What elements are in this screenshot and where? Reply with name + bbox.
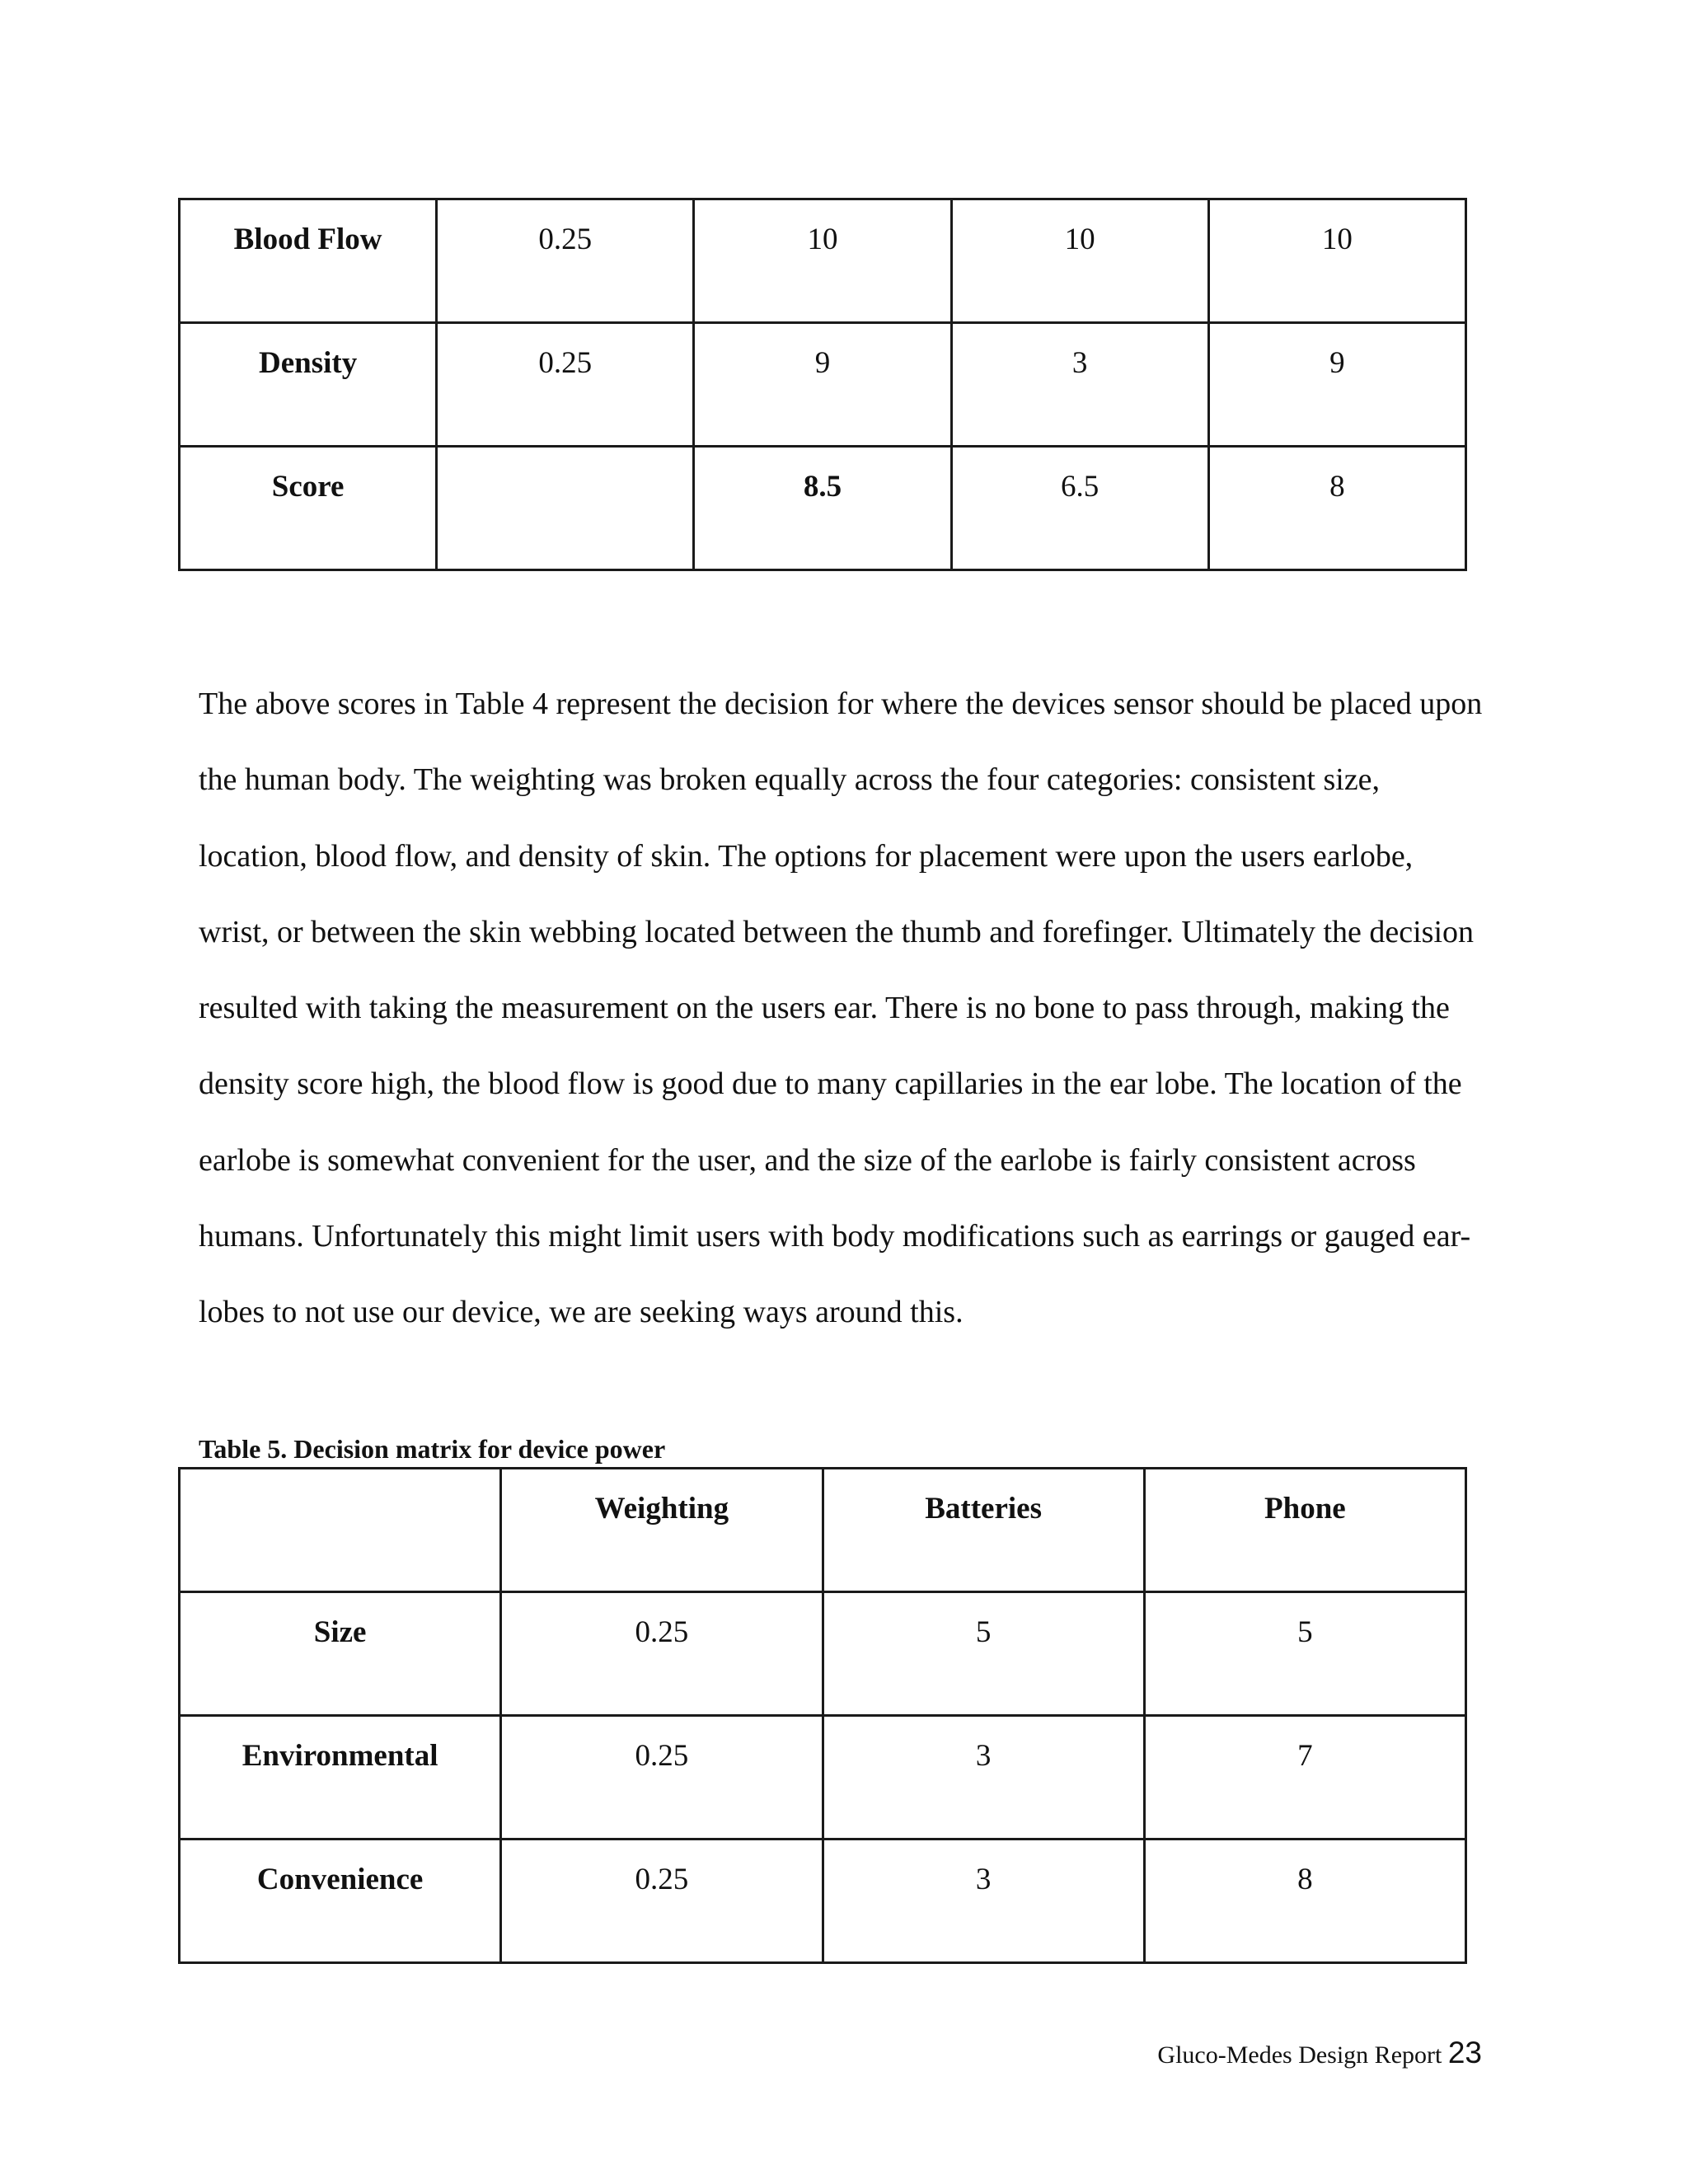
table-row bbox=[180, 199, 1466, 323]
table-caption: Table 5. Decision matrix for device power bbox=[199, 1434, 666, 1464]
table-cell: 0.25 bbox=[501, 1716, 823, 1840]
table-cell: 6.5 bbox=[951, 447, 1208, 570]
table-cell: 9 bbox=[1208, 323, 1465, 447]
row-label-environmental: Environmental bbox=[180, 1716, 501, 1840]
table-cell: 5 bbox=[823, 1592, 1144, 1716]
table-row bbox=[180, 447, 1466, 570]
table-row bbox=[180, 1840, 1466, 1963]
table-cell: 7 bbox=[1144, 1716, 1465, 1840]
table-cell: 3 bbox=[951, 323, 1208, 447]
table-cell: 0.25 bbox=[501, 1840, 823, 1963]
table-header-row bbox=[180, 1469, 1466, 1592]
table-cell: 9 bbox=[694, 323, 951, 447]
power-decision-table bbox=[178, 1467, 1467, 1964]
table-cell: 0.25 bbox=[437, 199, 694, 323]
table-cell: 10 bbox=[694, 199, 951, 323]
table-cell: 8 bbox=[1144, 1840, 1465, 1963]
table-row bbox=[180, 323, 1466, 447]
row-label-convenience: Convenience bbox=[180, 1840, 501, 1963]
table-cell bbox=[437, 447, 694, 570]
row-label-size: Size bbox=[180, 1592, 501, 1716]
row-label-score: Score bbox=[180, 447, 437, 570]
table-row bbox=[180, 1592, 1466, 1716]
table-row bbox=[180, 1716, 1466, 1840]
table-cell: 0.25 bbox=[501, 1592, 823, 1716]
row-label-density: Density bbox=[180, 323, 437, 447]
table-cell: 0.25 bbox=[437, 323, 694, 447]
table-cell: 10 bbox=[951, 199, 1208, 323]
body-paragraph: The above scores in Table 4 represent the decision for where the devices sensor should be placed upon the human body. The weighting was broken equally across the four categories: consistent size, location, blood flow, and density of skin. The options for placement were upon the users earlobe, wrist, or between the skin webbing located between the thumb and forefinger. Ultimately the decision resulted with taking the measurement on the users ear. There is no bone to pass through, making the density score high, the blood flow is good due to many capillaries in the ear lobe. The location of the earlobe is somewhat convenient for the user, and the size of the earlobe is fairly consistent across humans. Unfortunately this might limit users with body modifications such as earrings or gauged ear-lobes to not use our device, we are seeking ways around this. bbox=[199, 687, 1483, 1330]
column-header-weighting: Weighting bbox=[501, 1469, 823, 1592]
table-cell: 10 bbox=[1208, 199, 1465, 323]
footer-report-title: Gluco-Medes Design Report bbox=[1157, 2041, 1442, 2069]
table-cell: 3 bbox=[823, 1840, 1144, 1963]
table-cell: 8 bbox=[1208, 447, 1465, 570]
page-number: 23 bbox=[1447, 2036, 1482, 2069]
column-header-phone: Phone bbox=[1144, 1469, 1465, 1592]
column-header-batteries: Batteries bbox=[823, 1469, 1144, 1592]
table-cell-winning-score: 8.5 bbox=[694, 447, 951, 570]
column-header-empty bbox=[180, 1469, 501, 1592]
page-footer bbox=[1157, 2036, 1482, 2070]
table-cell: 3 bbox=[823, 1716, 1144, 1840]
table-cell: 5 bbox=[1144, 1592, 1465, 1716]
placement-decision-table-continued bbox=[178, 198, 1467, 571]
row-label-blood-flow: Blood Flow bbox=[180, 199, 437, 323]
